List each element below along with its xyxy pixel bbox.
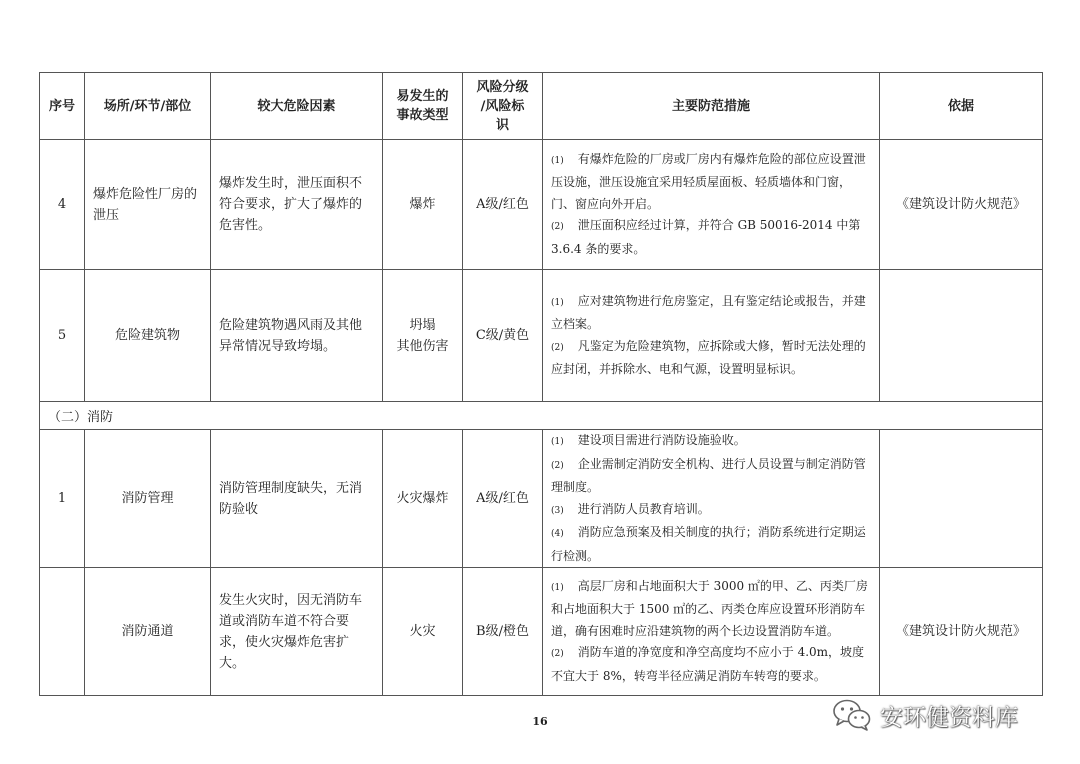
cell-measures xyxy=(543,568,880,696)
cell-place: 消防管理 xyxy=(85,430,211,568)
table-row xyxy=(40,430,1043,568)
cell-place: 消防通道 xyxy=(85,568,211,696)
measure-item xyxy=(551,576,871,643)
cell-no xyxy=(40,568,85,696)
section-title: （二）消防 xyxy=(40,402,1043,430)
cell-level: B级/橙色 xyxy=(463,568,543,696)
header-level-line2: /风险标 xyxy=(480,98,525,114)
header-no: 序号 xyxy=(40,73,85,140)
cell-place: 爆炸危险性厂房的泄压 xyxy=(85,140,211,270)
measure-item xyxy=(551,454,871,499)
measure-text: 消防应急预案及相关制度的执行；消防系统进行定期运行检测。 xyxy=(551,525,866,563)
header-basis: 依据 xyxy=(880,73,1043,140)
cell-basis: 《建筑设计防火规范》 xyxy=(880,140,1043,270)
measure-text: 进行消防人员教育培训。 xyxy=(577,501,710,516)
cell-place: 危险建筑物 xyxy=(85,270,211,402)
page-number: 16 xyxy=(532,715,548,728)
measure-number: (2) xyxy=(551,460,564,471)
header-accident-line2: 事故类型 xyxy=(396,108,449,123)
cell-hazard: 爆炸发生时，泄压面积不符合要求，扩大了爆炸的危害性。 xyxy=(211,140,383,270)
measure-number: (1) xyxy=(551,437,564,447)
cell-measures xyxy=(543,430,880,568)
measure-text: 泄压面积应经过计算，并符合 GB 50016-2014 中第3.6.4 条的要求。 xyxy=(551,218,861,256)
cell-basis xyxy=(880,270,1043,402)
measure-text: 企业需制定消防安全机构、进行人员设置与制定消防管理制度。 xyxy=(551,456,866,494)
measure-number: (2) xyxy=(551,649,564,660)
cell-no: 1 xyxy=(40,430,85,568)
table-header-row xyxy=(40,73,1043,140)
measure-item xyxy=(551,642,871,687)
cell-level: C级/黄色 xyxy=(463,270,543,402)
cell-hazard: 危险建筑物遇风雨及其他异常情况导致垮塌。 xyxy=(211,270,383,402)
cell-hazard: 发生火灾时，因无消防车道或消防车道不符合要求，使火灾爆炸危害扩大。 xyxy=(211,568,383,696)
accident-line1: 坍塌 xyxy=(409,317,436,333)
cell-basis: 《建筑设计防火规范》 xyxy=(880,568,1043,696)
cell-basis xyxy=(880,430,1043,568)
cell-accident: 火灾 xyxy=(383,568,463,696)
risk-table xyxy=(39,72,1043,696)
watermark xyxy=(832,696,1018,734)
measure-text: 高层厂房和占地面积大于 3000 ㎡的甲、乙、丙类厂房和占地面积大于 1500 ㎡的乙、丙类仓库应设置环形消防车道，确有困难时应沿建筑物的两个长边设置消防车道。 xyxy=(551,578,868,638)
measure-text: 凡鉴定为危险建筑物，应拆除或大修，暂时无法处理的应封闭，并拆除水、电和气源，设置明显标识。 xyxy=(551,338,866,376)
header-place: 场所/环节/部位 xyxy=(85,73,211,140)
table-row xyxy=(40,270,1043,402)
measure-text: 应对建筑物进行危房鉴定，且有鉴定结论或报告，并建立档案。 xyxy=(551,293,866,331)
section-row xyxy=(40,402,1043,430)
measure-item xyxy=(551,215,871,260)
measure-item xyxy=(551,522,871,567)
cell-level: A级/红色 xyxy=(463,430,543,568)
cell-hazard: 消防管理制度缺失，无消防验收 xyxy=(211,430,383,568)
wechat-icon xyxy=(832,698,872,732)
cell-measures xyxy=(543,270,880,402)
header-level-line1: 风险分级 xyxy=(476,79,529,95)
measure-text: 消防车道的净宽度和净空高度均不应小于 4.0m，坡度不宜大于 8%，转弯半径应满足消防车转弯的要求。 xyxy=(551,645,865,683)
measure-number: (3) xyxy=(551,505,564,516)
watermark-text: 安环健资料库 xyxy=(880,704,1018,731)
cell-no: 4 xyxy=(40,140,85,270)
header-accident-line1: 易发生的 xyxy=(396,89,449,104)
measure-item xyxy=(551,149,871,216)
measure-number: (4) xyxy=(551,529,564,539)
accident-line2: 其他伤害 xyxy=(396,338,449,354)
cell-level: A级/红色 xyxy=(463,140,543,270)
measure-text: 有爆炸危险的厂房或厂房内有爆炸危险的部位应设置泄压设施，泄压设施宜采用轻质屋面板、轻质墙体和门窗，门、窗应向外开启。 xyxy=(551,151,866,211)
measure-text: 建设项目需进行消防设施验收。 xyxy=(577,433,746,447)
measure-number: (1) xyxy=(551,155,564,166)
measure-number: (2) xyxy=(551,222,564,233)
header-accident xyxy=(383,73,463,140)
measure-item xyxy=(551,336,871,381)
table-row xyxy=(40,568,1043,696)
measure-item xyxy=(551,430,871,454)
header-level xyxy=(463,73,543,140)
cell-measures xyxy=(543,140,880,270)
measure-number: (1) xyxy=(551,297,564,308)
cell-no: 5 xyxy=(40,270,85,402)
measure-number: (2) xyxy=(551,342,564,353)
measure-item xyxy=(551,291,871,336)
header-hazard: 较大危险因素 xyxy=(211,73,383,140)
measure-item xyxy=(551,499,871,523)
header-measures: 主要防范措施 xyxy=(543,73,880,140)
header-level-line3: 识 xyxy=(495,117,509,133)
measure-number: (1) xyxy=(551,582,564,593)
cell-accident: 火灾爆炸 xyxy=(383,430,463,568)
cell-accident: 爆炸 xyxy=(383,140,463,270)
table-row xyxy=(40,140,1043,270)
cell-accident xyxy=(383,270,463,402)
